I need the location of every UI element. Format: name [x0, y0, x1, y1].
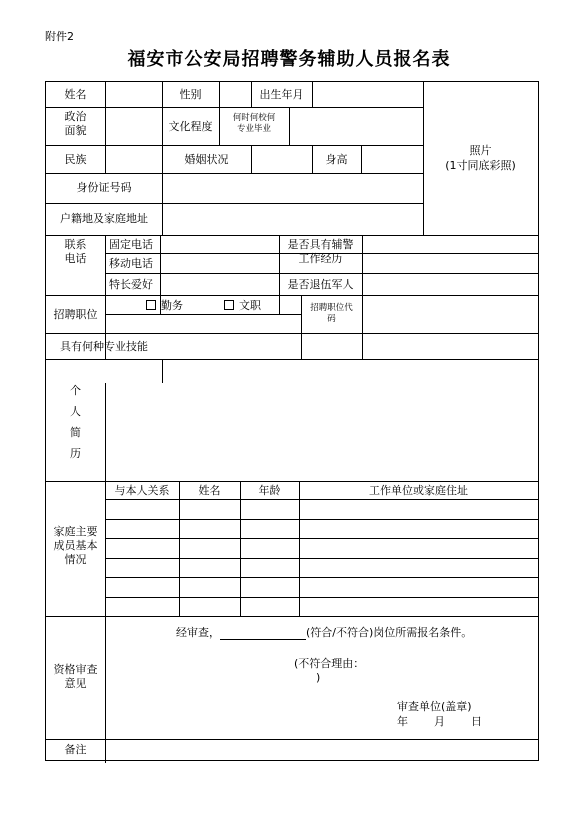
- political-status-label: 政治 面貌: [64, 110, 87, 137]
- qualification-review-label: 资格审查 意见: [53, 663, 98, 690]
- attachment-label: 附件2: [45, 30, 74, 43]
- auxiliary-experience-label: 是否具有辅警 工作经历: [287, 238, 354, 265]
- resume-label: 个 人 简 历: [70, 384, 81, 460]
- ethnicity-label: 民族: [64, 153, 87, 166]
- position-code-label: 招聘职位代 码: [310, 303, 353, 325]
- landline-label: 固定电话: [109, 238, 153, 251]
- birth-date-label: 出生年月: [259, 88, 304, 101]
- form-title: 福安市公安局招聘警务辅助人员报名表: [127, 49, 451, 70]
- name-label: 姓名: [64, 88, 87, 101]
- contact-phone-label: 联系 电话: [64, 238, 87, 265]
- family-relation-header: 与本人关系: [114, 484, 170, 497]
- photo-label: 照片: [469, 144, 492, 157]
- education-label: 文化程度: [168, 120, 213, 133]
- skills-label: 具有何种专业技能: [60, 340, 148, 353]
- review-unit-stamp: 审查单位(盖章): [397, 700, 472, 713]
- family-age-header: 年龄: [258, 484, 281, 497]
- position-label: 招聘职位: [53, 308, 98, 321]
- id-number-label: 身份证号码: [76, 181, 132, 194]
- mobile-label: 移动电话: [109, 257, 153, 270]
- service-checkbox[interactable]: [146, 300, 156, 310]
- review-reason: (不符合理由： ): [294, 657, 365, 684]
- gender-label: 性别: [179, 88, 202, 101]
- civil-checkbox[interactable]: [224, 300, 234, 310]
- veteran-label: 是否退伍军人: [287, 278, 354, 291]
- family-members-label: 家庭主要 成员基本 情况: [53, 525, 98, 566]
- marital-status-label: 婚姻状况: [184, 153, 229, 166]
- graduation-label: 何时何校何 专业毕业: [232, 113, 276, 135]
- registration-form: [45, 81, 539, 761]
- review-date: 年 月 日: [397, 715, 482, 728]
- review-statement: 经审查， (符合/不符合)岗位所需报名条件。: [176, 626, 473, 639]
- review-blank[interactable]: [220, 627, 306, 640]
- photo-size-note: (1寸同底彩照): [445, 159, 516, 172]
- family-name-header: 姓名: [198, 484, 221, 497]
- hobbies-label: 特长爱好: [109, 278, 153, 291]
- height-label: 身高: [325, 153, 348, 166]
- option-civil[interactable]: 文职: [224, 299, 261, 313]
- family-work-header: 工作单位或家庭住址: [369, 484, 468, 497]
- household-address-label: 户籍地及家庭地址: [60, 212, 148, 225]
- remarks-label: 备注: [64, 743, 87, 756]
- option-service[interactable]: 勤务: [146, 299, 183, 313]
